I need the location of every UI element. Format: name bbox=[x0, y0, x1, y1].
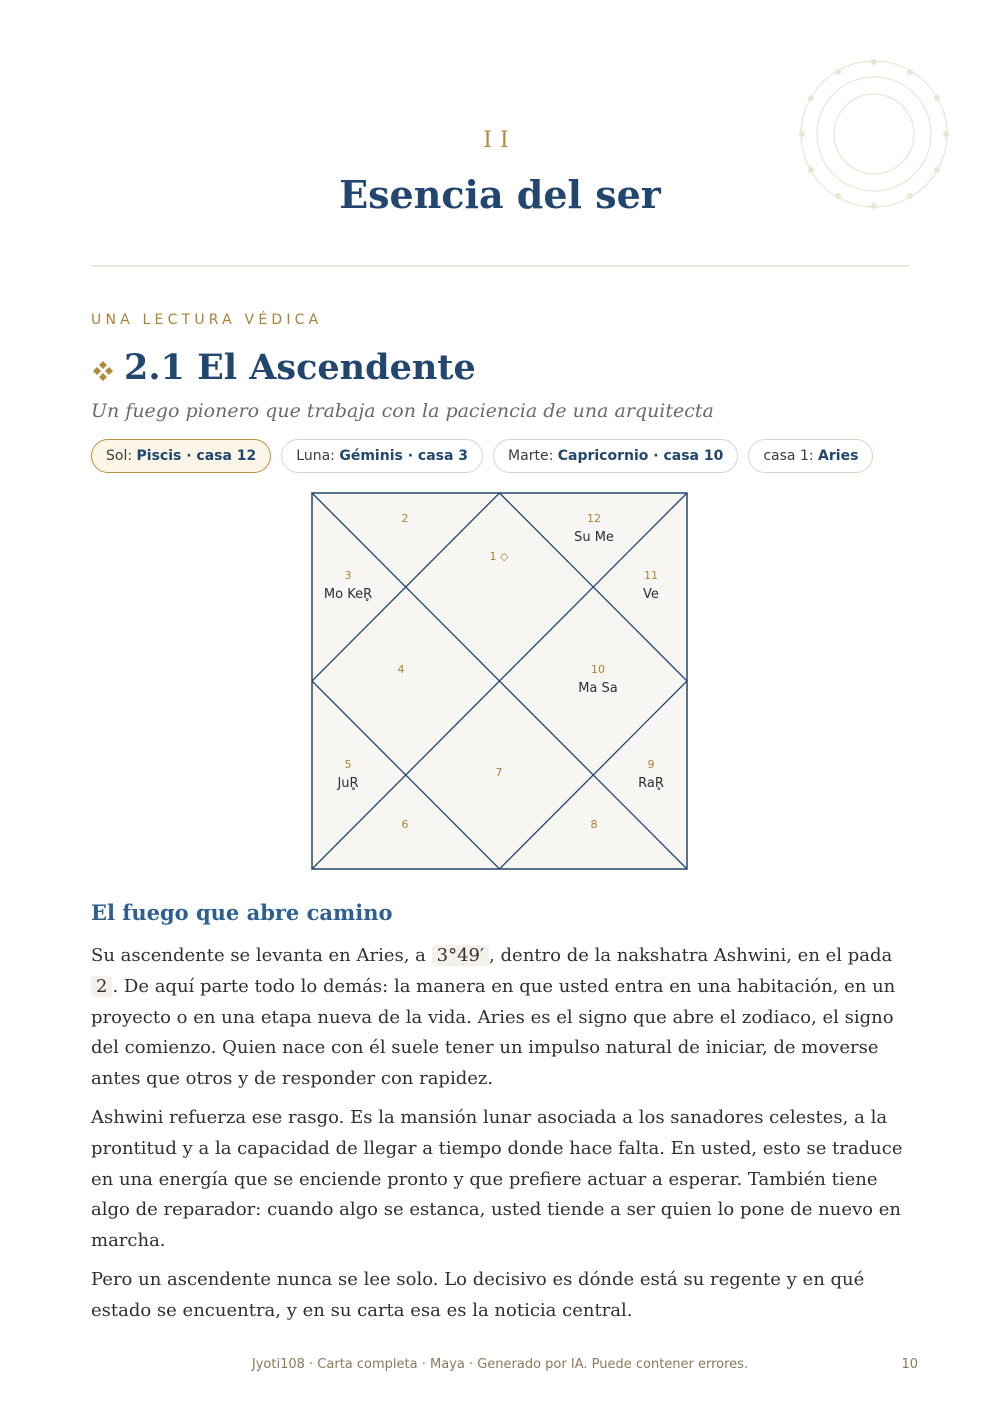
paragraph bbox=[91, 941, 916, 1095]
paragraph: Ashwini refuerza ese rasgo. Es la mansión lunar asociada a los sanadores celestes, a la prontitud y a la capacidad de llegar a tiempo donde hace falta. En usted, esto se traduce en una energía que se enciende pronto y que prefiere actuar a esperar. También tiene algo de reparador: cuando algo se estanca, usted tiende a ser quien lo pone de nuevo en marcha. bbox=[91, 1106, 903, 1252]
text-run: Su ascendente se levanta en Aries, a bbox=[91, 945, 432, 966]
chip-luna bbox=[281, 439, 483, 473]
chip-sol bbox=[91, 439, 271, 473]
chip-label: Marte: bbox=[508, 448, 554, 464]
section-subtitle: Un fuego pionero que trabaja con la paciencia de una arquitecta bbox=[91, 400, 714, 422]
diamond-ornament-icon bbox=[91, 359, 115, 383]
article-body bbox=[91, 941, 916, 1335]
section-eyebrow: UNA LECTURA VÉDICA bbox=[91, 312, 323, 328]
chapter-number: II bbox=[483, 128, 517, 153]
section-heading bbox=[91, 342, 476, 392]
section-title: 2.1 El Ascendente bbox=[124, 346, 476, 388]
paragraph: Pero un ascendente nunca se lee solo. Lo decisivo es dónde está su regente y en qué estado se encuentra, y en su carta esa es la noticia central. bbox=[91, 1268, 865, 1321]
chip-value: Aries bbox=[818, 448, 859, 464]
degree-value: 3°49′ bbox=[432, 945, 489, 966]
chip-label: casa 1: bbox=[763, 448, 814, 464]
placement-chips bbox=[91, 439, 883, 473]
article-heading: El fuego que abre camino bbox=[91, 900, 393, 925]
house-planets: RaR̥ bbox=[638, 776, 664, 791]
chapter-title: Esencia del ser bbox=[339, 172, 661, 217]
house-number: 7 bbox=[495, 766, 503, 779]
north-indian-birth-chart bbox=[311, 492, 688, 870]
chip-marte bbox=[493, 439, 738, 473]
footer-text: Jyoti108 · Carta completa · Maya · Generado por IA. Puede contener errores. bbox=[251, 1357, 749, 1372]
chip-casa-1 bbox=[748, 439, 873, 473]
house-planets: Mo KeR̥ bbox=[323, 587, 373, 602]
house-number: 8 bbox=[590, 818, 598, 831]
chip-value: Géminis · casa 3 bbox=[339, 448, 469, 464]
house-number: 10 bbox=[591, 663, 605, 676]
house-number: 1 ◇ bbox=[489, 550, 509, 563]
house-number: 5 bbox=[344, 758, 352, 771]
text-run: . De aquí parte todo lo demás: la manera en que usted entra en una habitación, en un proyecto o en una etapa nueva de la vida. Aries es el signo que abre el zodiaco, el signo del comienzo. Quien nace con él suele tener un impulso natural de iniciar, de moverse antes que otros y de responder con rapidez. bbox=[91, 975, 896, 1090]
chip-label: Sol: bbox=[106, 448, 133, 464]
pada-value: 2 bbox=[91, 976, 112, 997]
house-number: 2 bbox=[401, 512, 409, 525]
chip-value: Capricornio · casa 10 bbox=[557, 448, 724, 464]
house-number: 12 bbox=[587, 512, 601, 525]
house-number: 3 bbox=[344, 569, 352, 582]
chip-value: Piscis · casa 12 bbox=[136, 448, 257, 464]
house-number: 11 bbox=[644, 569, 658, 582]
house-planets: Ve bbox=[643, 587, 659, 602]
house-planets: Ma Sa bbox=[578, 681, 618, 696]
chip-label: Luna: bbox=[296, 448, 335, 464]
house-planets: Su Me bbox=[574, 530, 614, 545]
house-number: 4 bbox=[397, 663, 405, 676]
house-number: 6 bbox=[401, 818, 409, 831]
text-run: , dentro de la nakshatra Ashwini, en el pada bbox=[489, 945, 893, 966]
divider bbox=[91, 265, 909, 267]
house-planets: JuR̥ bbox=[337, 776, 359, 791]
page-number: 10 bbox=[901, 1357, 918, 1372]
house-number: 9 bbox=[647, 758, 655, 771]
